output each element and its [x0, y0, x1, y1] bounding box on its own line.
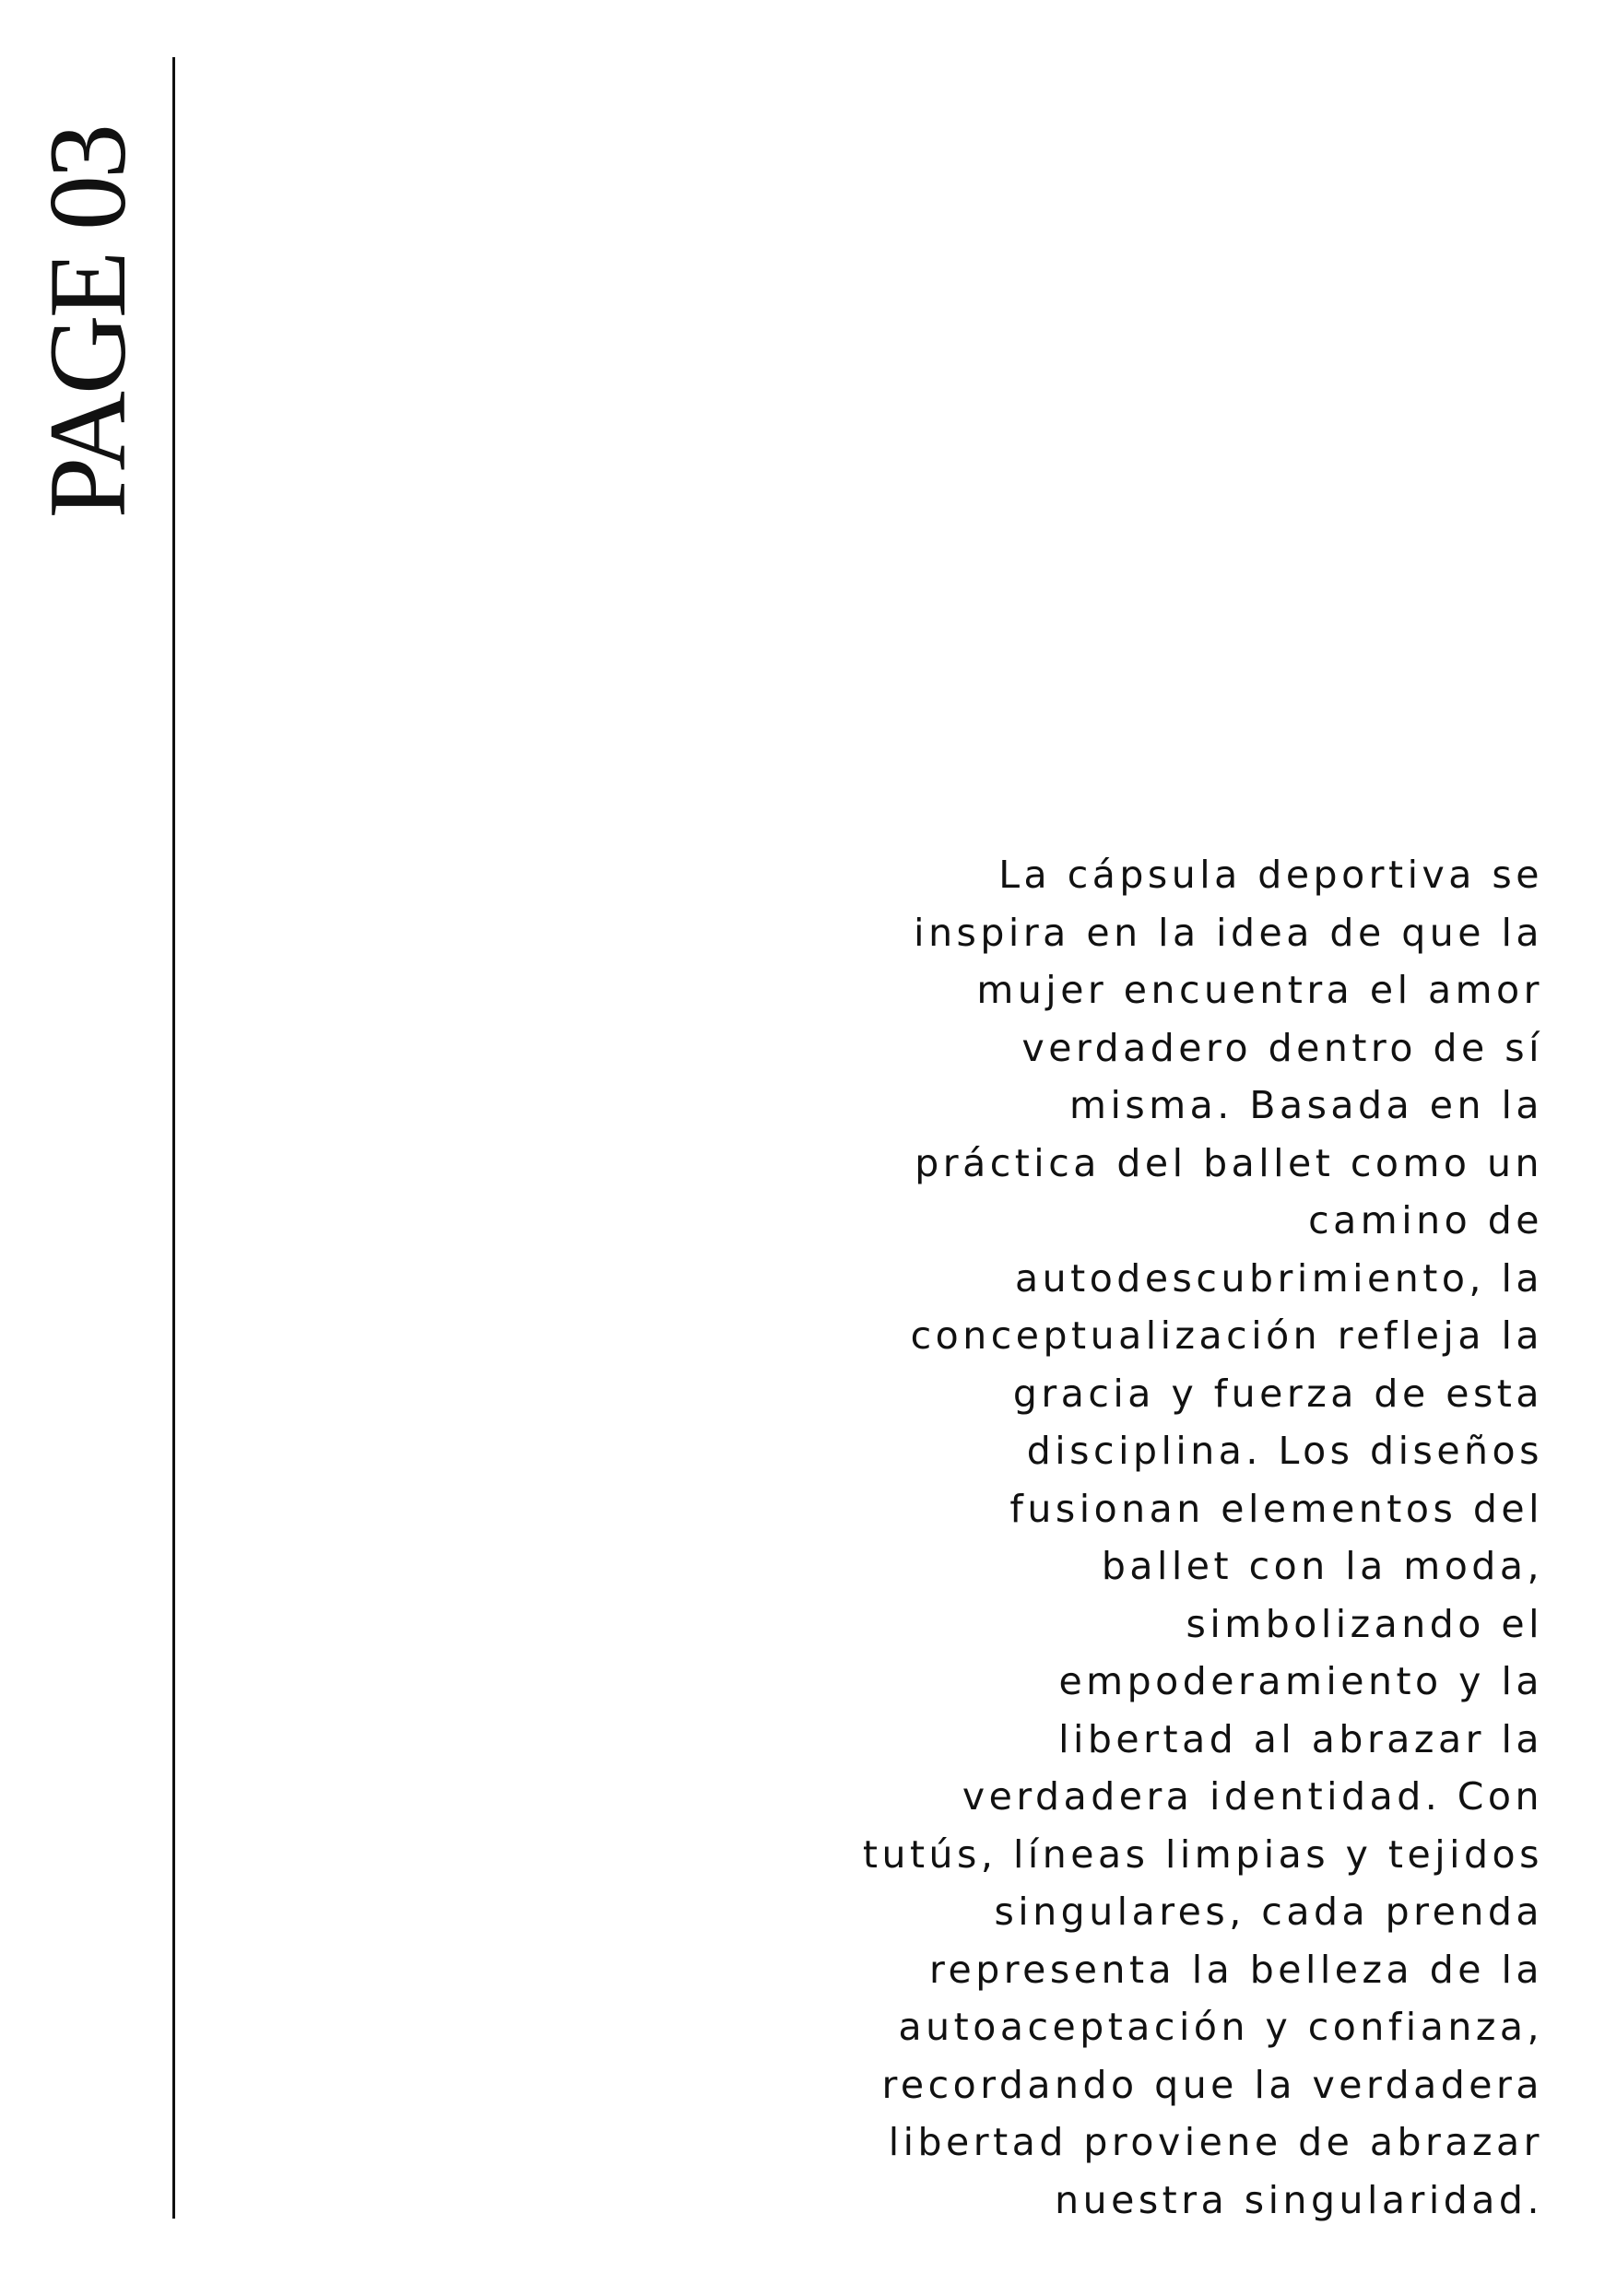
text-line: simbolizando el [1186, 1601, 1543, 1646]
page-number-label [26, 57, 148, 518]
text-line: camino de [1308, 1198, 1543, 1242]
text-line: fusionan elementos del [1009, 1486, 1543, 1531]
text-line: nuestra singularidad. [1055, 2177, 1543, 2222]
vertical-divider [172, 57, 175, 2219]
text-line: singulares, cada prenda [994, 1890, 1543, 1934]
text-line: práctica del ballet como un [915, 1140, 1543, 1185]
text-line: autodescubrimiento, la [1015, 1255, 1543, 1301]
text-line: mujer encuentra el amor [976, 968, 1543, 1012]
text-line: representa la belleza de la [929, 1947, 1543, 1992]
text-line: gracia y fuerza de esta [1012, 1371, 1543, 1416]
text-line: verdadera identidad. Con [962, 1774, 1543, 1819]
text-line: inspira en la idea de que la [914, 910, 1543, 955]
text-line: recordando que la verdadera [881, 2062, 1543, 2107]
text-line: autoaceptación y confianza, [898, 2005, 1543, 2049]
text-line: conceptualización refleja la [910, 1313, 1543, 1358]
text-line: La cápsula deportiva se [998, 853, 1543, 897]
text-line: empoderamiento y la [1058, 1659, 1543, 1703]
text-line: tutús, líneas limpias y tejidos [862, 1831, 1543, 1877]
text-line: disciplina. Los diseños [1026, 1429, 1543, 1473]
body-paragraph [750, 846, 1543, 2229]
text-line: verdadero dentro de sí [1021, 1025, 1543, 1070]
text-line: misma. Basada en la [1069, 1083, 1543, 1127]
text-line: libertad al abrazar la [1058, 1716, 1543, 1761]
page-number-text: PAGE 03 [26, 126, 148, 518]
text-line: ballet con la moda, [1101, 1544, 1543, 1588]
text-line: libertad proviene de abrazar [888, 2120, 1543, 2164]
